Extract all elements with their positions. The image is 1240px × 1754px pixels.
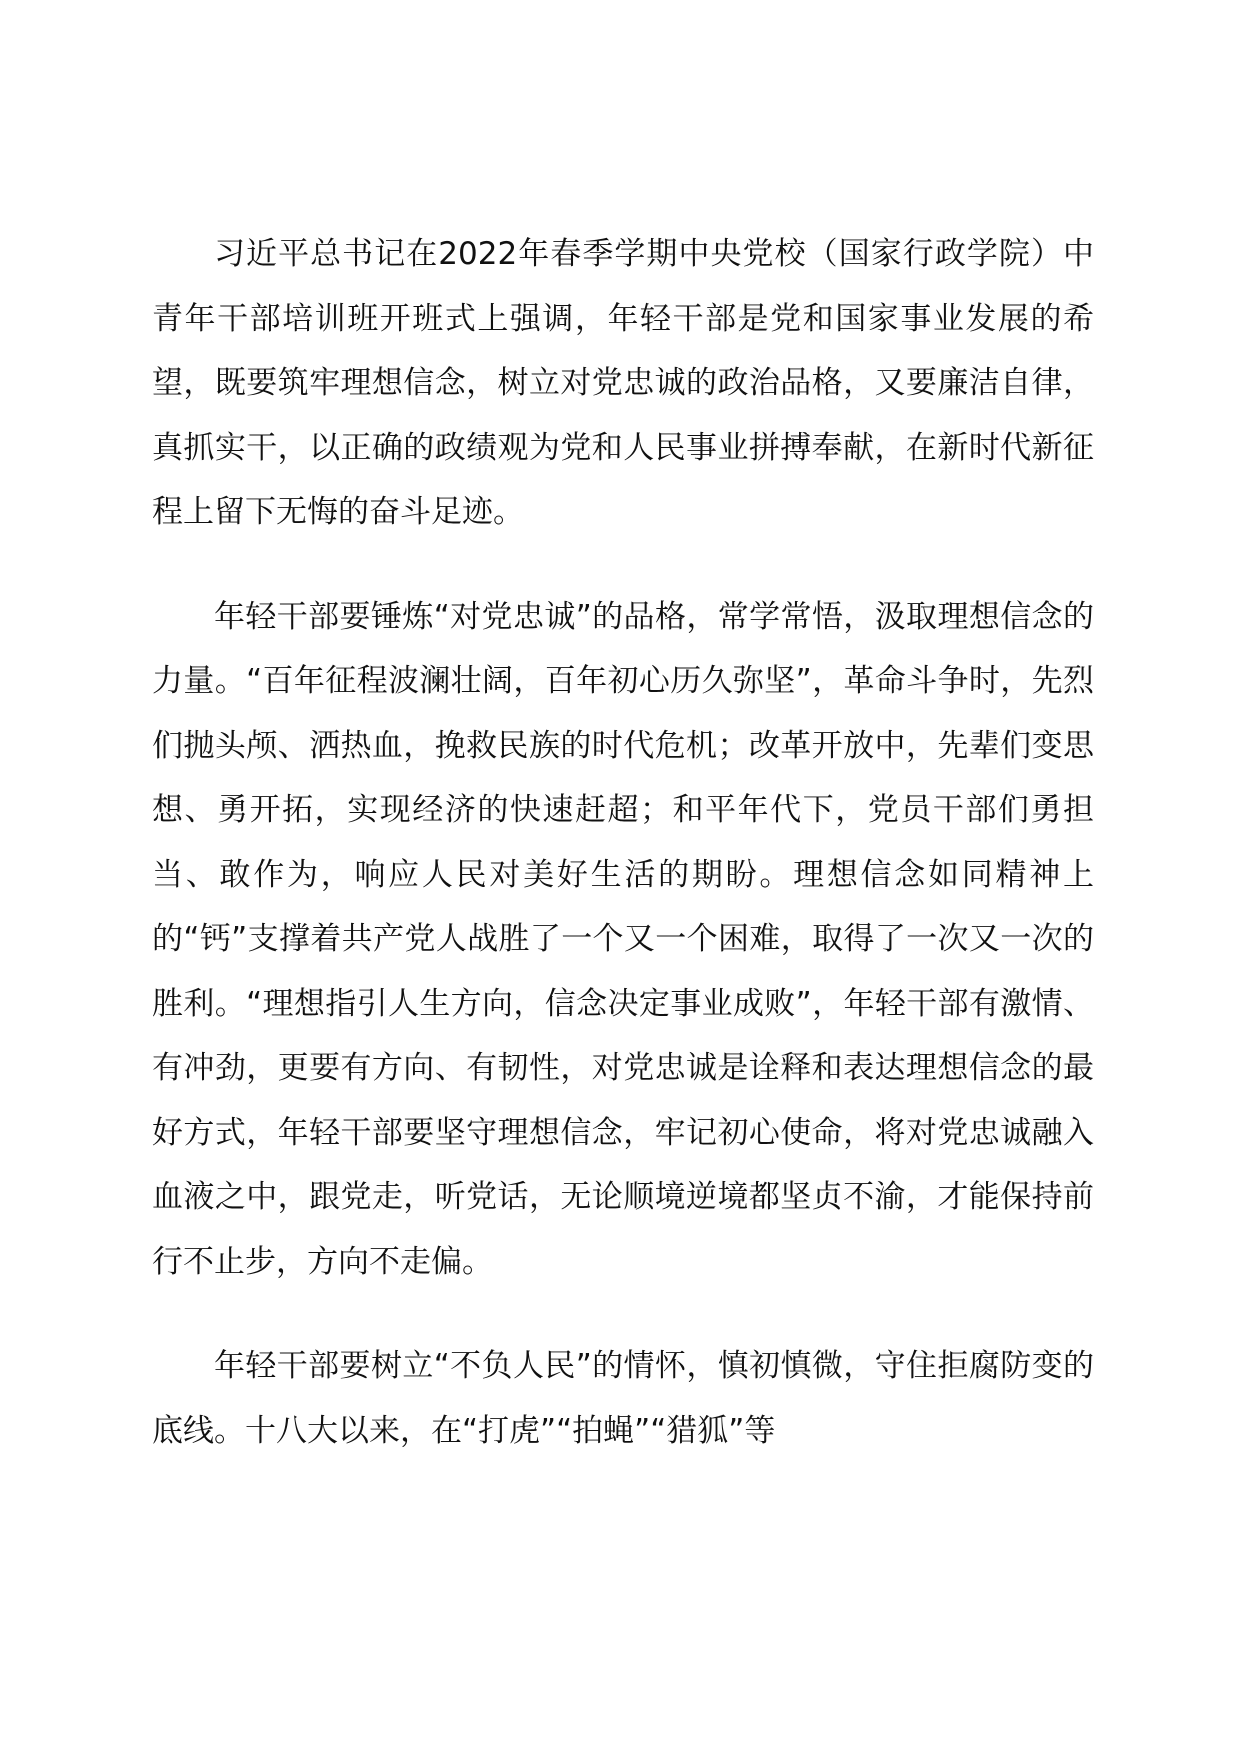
paragraph-1: 习近平总书记在2022年春季学期中央党校（国家行政学院）中青年干部培训班开班式上强调，年轻干部是党和国家事业发展的希望，既要筑牢理想信念，树立对党忠诚的政治品格，又要廉洁自律，真抓实干，以正确的政绩观为党和人民事业拼搏奉献，在新时代新征程上留下无悔的奋斗足迹。 [152, 236, 1094, 530]
document-body [152, 222, 1094, 1503]
paragraph-3: 年轻干部要树立“不负人民”的情怀，慎初慎微，守住拒腐防变的底线。十八大以来，在“打虎”“拍蝇”“猎狐”等 [152, 1348, 1094, 1449]
paragraph-2: 年轻干部要锤炼“对党忠诚”的品格，常学常悟，汲取理想信念的力量。“百年征程波澜壮阔，百年初心历久弥坚”，革命斗争时，先烈们抛头颅、洒热血，挽救民族的时代危机；改革开放中，先辈们变思想、勇开拓，实现经济的快速赶超；和平年代下，党员干部们勇担当、敢作为，响应人民对美好生活的期盼。理想信念如同精神上的“钙”支撑着共产党人战胜了一个又一个困难，取得了一次又一次的胜利。“理想指引人生方向，信念决定事业成败”，年轻干部有激情、有冲劲，更要有方向、有韧性，对党忠诚是诠释和表达理想信念的最好方式，年轻干部要坚守理想信念，牢记初心使命，将对党忠诚融入血液之中，跟党走，听党话，无论顺境逆境都坚贞不渝，才能保持前行不止步，方向不走偏。 [152, 598, 1094, 1280]
